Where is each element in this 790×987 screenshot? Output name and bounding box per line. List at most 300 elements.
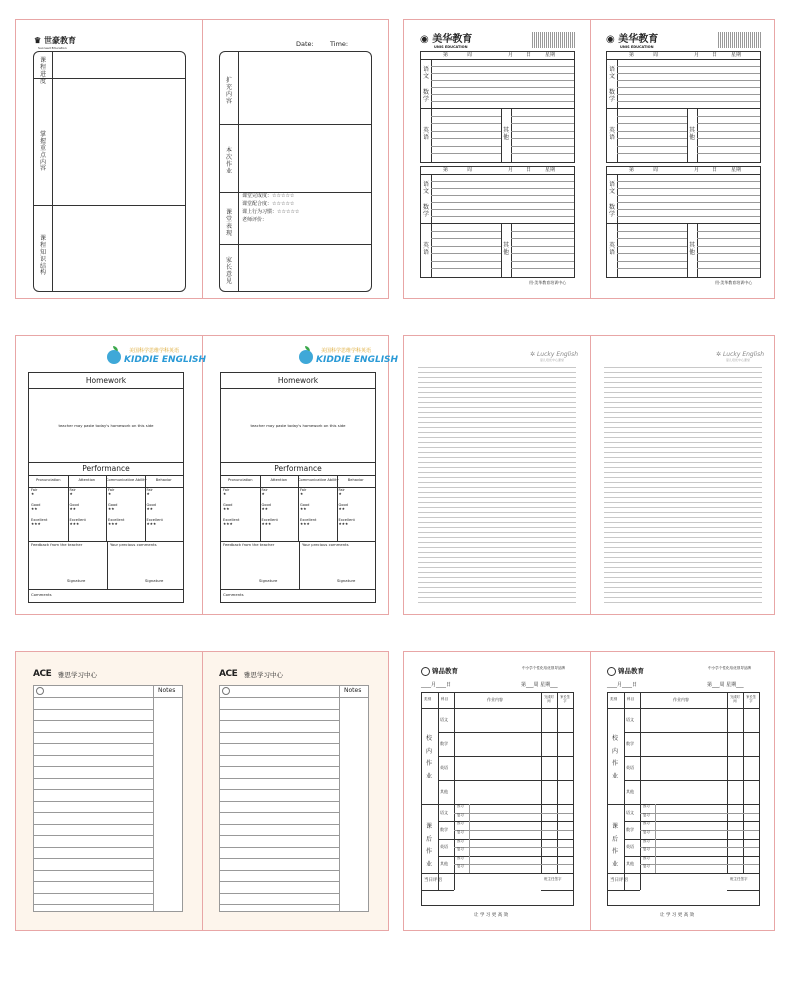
ruled-line — [220, 870, 339, 871]
apple-logo-icon — [107, 350, 121, 364]
jinpin-footer: 让 学 习 更 高 效 — [474, 913, 509, 918]
ruled-line — [604, 442, 762, 443]
ruled-line — [431, 146, 501, 147]
preview-label: 预习 — [457, 855, 464, 860]
after-subject: 其他 — [440, 861, 448, 867]
level-excellent-stars: ★★★ — [223, 522, 233, 526]
sub-row-line — [640, 830, 759, 831]
ruled-line — [604, 487, 762, 488]
performance-column-header: Pronunciation — [35, 478, 61, 482]
jinpin-brand: 锦品教育 — [432, 667, 458, 675]
meihua-page — [590, 20, 776, 300]
teacher-sign-label: 班主任签字 — [544, 877, 562, 881]
level-fair-stars: ★ — [338, 492, 342, 496]
ruled-line — [418, 512, 576, 513]
review-label: 复习 — [457, 829, 464, 834]
row-other: 其他 — [502, 127, 509, 141]
ruled-line — [418, 477, 576, 478]
header-month: 月 — [508, 52, 514, 58]
ruled-line — [604, 567, 762, 568]
level-fair: Fair — [108, 488, 115, 492]
meihua-week-block — [420, 51, 575, 163]
ruled-line — [418, 537, 576, 538]
lucky-page — [404, 336, 590, 616]
ruled-line — [511, 153, 574, 154]
col-subject: 科目 — [627, 697, 635, 701]
sub-row-line — [640, 847, 759, 848]
ace-brand-cn: 雅思学习中心 — [58, 671, 97, 679]
performance-column — [145, 475, 184, 541]
section-knowledge-structure: 课程知识结构 — [39, 235, 46, 277]
sub-row-line — [454, 830, 573, 831]
level-good: Good — [146, 503, 156, 507]
group-school: 校内作业 — [425, 735, 432, 780]
after-subject: 数学 — [440, 826, 448, 832]
level-good-stars: ★★ — [338, 507, 345, 511]
ruled-line — [604, 492, 762, 493]
ace-page — [202, 652, 388, 932]
header-weekday: 星期 — [545, 167, 556, 173]
ruled-line — [34, 824, 153, 825]
ruled-line — [418, 557, 576, 558]
ruled-line — [431, 209, 574, 210]
sub-row-line — [640, 864, 759, 865]
ruled-line — [511, 261, 574, 262]
level-excellent-stars: ★★★ — [261, 522, 272, 526]
qr-code-icon — [718, 32, 762, 48]
crown-icon: ♛ — [34, 35, 42, 45]
ruled-line — [418, 417, 576, 418]
header-month: 月 — [694, 167, 700, 173]
precious-comments-label: Your precious comments — [110, 542, 157, 547]
row-line — [624, 732, 759, 733]
preview-label: 预习 — [457, 804, 464, 808]
ruled-line — [34, 743, 153, 744]
level-fair-stars: ★ — [31, 492, 35, 496]
rating-cooperation: 课堂配合度：☆☆☆☆☆ — [242, 201, 295, 207]
ruled-line — [418, 462, 576, 463]
after-subject: 语文 — [440, 809, 448, 815]
after-subject: 英语 — [440, 844, 448, 850]
ruled-line — [617, 66, 760, 67]
ruled-line — [604, 577, 762, 578]
ruled-line — [604, 547, 762, 548]
ruled-line — [604, 542, 762, 543]
performance-column-header: Communicative Ability — [298, 478, 339, 482]
pre-rev-divider — [469, 804, 470, 873]
ruled-line — [418, 457, 576, 458]
ruled-line — [220, 732, 339, 733]
header-day: 日 — [526, 52, 532, 58]
jinpin-tagline: 中小学个性化培优领导品牌 — [522, 666, 566, 670]
level-good: Good — [108, 503, 118, 507]
section-extension: 扩充内容 — [225, 77, 232, 105]
level-fair-stars: ★ — [146, 492, 150, 496]
lucky-page — [590, 336, 776, 616]
ruled-line — [604, 477, 762, 478]
preview-label: 预习 — [457, 821, 464, 826]
row-chinese: 语文 — [608, 66, 615, 80]
ruled-line — [511, 231, 574, 232]
ruled-line — [220, 858, 339, 859]
ruled-line — [697, 131, 760, 132]
row-math: 数学 — [422, 204, 429, 218]
row-other: 其他 — [502, 242, 509, 256]
ruled-line — [604, 447, 762, 448]
ruled-line — [431, 87, 574, 88]
level-good-stars: ★★ — [146, 507, 153, 511]
ruled-line — [511, 138, 574, 139]
ruled-line — [418, 492, 576, 493]
ruled-line — [604, 482, 762, 483]
ruled-line — [617, 138, 687, 139]
row-chinese: 语文 — [422, 181, 429, 195]
jinpin-footer: 让 学 习 更 高 效 — [660, 913, 695, 918]
ruled-line — [431, 202, 574, 203]
school-subject: 数学 — [626, 741, 634, 746]
ruled-line — [431, 101, 574, 102]
header-week: 周 — [467, 167, 473, 173]
ruled-line — [431, 123, 501, 124]
row-chinese: 语文 — [422, 66, 429, 80]
ruled-line — [604, 452, 762, 453]
jinpin-table — [607, 692, 760, 906]
ruled-line — [604, 532, 762, 533]
col-content: 作业内容 — [487, 697, 503, 702]
level-excellent: Excellent — [300, 518, 317, 522]
row-other: 其他 — [688, 242, 695, 256]
shihao-sub: Succeed Education — [38, 46, 67, 50]
ruled-line — [604, 372, 762, 373]
ruled-line — [431, 73, 574, 74]
col-time: 完成时间 — [730, 695, 740, 703]
ruled-line — [604, 562, 762, 563]
ruled-line — [418, 367, 576, 368]
ruled-line — [604, 407, 762, 408]
row-line — [624, 756, 759, 757]
section-course-progress: 课程进度 — [39, 57, 46, 85]
ruled-line — [418, 577, 576, 578]
review-label: 复习 — [457, 847, 464, 852]
ruled-line — [418, 597, 576, 598]
ace-page — [16, 652, 202, 932]
pre-rev-divider — [655, 804, 656, 873]
signature-label-parent: Signature — [145, 578, 164, 583]
ruled-line — [617, 87, 760, 88]
ruled-line — [418, 487, 576, 488]
school-subject: 英语 — [626, 765, 634, 770]
ruled-line — [431, 116, 501, 117]
kiddie-page — [208, 336, 399, 616]
ruled-line — [697, 123, 760, 124]
ruled-line — [604, 432, 762, 433]
ruled-line — [431, 253, 501, 254]
notes-label: Notes — [158, 687, 176, 694]
swirl-logo-icon: ◉ — [606, 34, 615, 45]
ruled-line — [604, 472, 762, 473]
group-after: 课后作业 — [611, 823, 618, 868]
row-english: 英语 — [608, 242, 615, 256]
ruled-line — [697, 116, 760, 117]
after-subject: 英语 — [626, 844, 634, 850]
kiddie-brand-en: KIDDIE ENGLISH — [124, 355, 207, 365]
ruled-line — [418, 522, 576, 523]
notes-label: Notes — [344, 687, 362, 694]
ruled-line — [617, 238, 687, 239]
jinpin-page — [590, 652, 776, 932]
ruled-line — [604, 587, 762, 588]
performance-title: Performance — [82, 464, 130, 473]
ruled-line — [418, 432, 576, 433]
pencil-icon — [36, 687, 44, 695]
performance-column — [260, 475, 299, 541]
ruled-line — [604, 602, 762, 603]
preview-label: 预习 — [457, 838, 464, 843]
kiddie-brand-en: KIDDIE ENGLISH — [316, 355, 399, 365]
level-good: Good — [300, 503, 310, 507]
comments-label: Comments — [223, 592, 244, 597]
ace-brand-cn: 雅思学习中心 — [244, 671, 283, 679]
performance-column — [106, 475, 145, 541]
date-line: ____月____日 — [607, 682, 638, 688]
ruled-line — [418, 472, 576, 473]
kiddie-sheet — [220, 372, 376, 603]
sub-row-line — [454, 813, 573, 814]
ruled-line — [34, 847, 153, 848]
jinpin-tagline: 中小学个性化培优领导品牌 — [708, 666, 752, 670]
level-good: Good — [69, 503, 79, 507]
ruled-line — [418, 422, 576, 423]
ruled-line — [220, 881, 339, 882]
ruled-line — [697, 238, 760, 239]
ruled-line — [604, 592, 762, 593]
meihua-week-block — [606, 51, 761, 163]
ruled-line — [604, 527, 762, 528]
col-category: 类别 — [424, 697, 432, 701]
ruled-line — [604, 367, 762, 368]
header-week-prefix: 第 — [443, 167, 449, 173]
level-excellent-stars: ★★★ — [146, 522, 157, 526]
ruled-line — [511, 116, 574, 117]
ruled-line — [418, 392, 576, 393]
ruled-line — [697, 268, 760, 269]
level-good: Good — [338, 503, 348, 507]
ace-sheet — [219, 685, 369, 912]
qr-code-icon — [532, 32, 576, 48]
performance-column-header: Communicative Ability — [106, 478, 147, 482]
ruled-line — [418, 402, 576, 403]
ruled-line — [220, 893, 339, 894]
ruled-line — [418, 572, 576, 573]
ruled-line — [697, 146, 760, 147]
row-english: 英语 — [608, 127, 615, 141]
rating-completion: 课堂完成度：☆☆☆☆☆ — [242, 193, 295, 199]
ruled-line — [418, 592, 576, 593]
ruled-line — [220, 766, 339, 767]
swirl-logo-icon: ◉ — [420, 34, 429, 45]
ruled-line — [34, 801, 153, 802]
meihua-logo: ◉ 美华教育 — [606, 34, 659, 45]
group-school: 校内作业 — [611, 735, 618, 780]
shihao-left-table — [33, 51, 186, 292]
lucky-sub: 爱儿培优中心课堂 — [726, 358, 751, 362]
apple-logo-icon — [299, 350, 313, 364]
ruled-line — [511, 238, 574, 239]
ruled-line — [418, 587, 576, 588]
ruled-line — [604, 437, 762, 438]
ruled-line — [604, 512, 762, 513]
teacher-sign-label: 班主任签字 — [730, 877, 748, 881]
ruled-line — [418, 517, 576, 518]
ruled-line — [617, 246, 687, 247]
ruled-line — [604, 422, 762, 423]
review-label: 复习 — [643, 829, 650, 834]
ruled-line — [431, 195, 574, 196]
ruled-line — [220, 778, 339, 779]
ruled-line — [604, 377, 762, 378]
ruled-line — [431, 261, 501, 262]
ruled-line — [604, 497, 762, 498]
ruled-line — [34, 755, 153, 756]
ruled-line — [418, 527, 576, 528]
ruled-line — [604, 412, 762, 413]
level-excellent: Excellent — [223, 518, 240, 522]
level-good-stars: ★★ — [223, 507, 230, 511]
ruled-line — [34, 789, 153, 790]
performance-column — [29, 475, 68, 541]
ruled-line — [220, 743, 339, 744]
feedback-teacher-label: Feedback from the teacher — [31, 542, 83, 547]
level-good-stars: ★★ — [31, 507, 38, 511]
performance-column-header: Attention — [78, 478, 96, 482]
level-fair-stars: ★ — [69, 492, 73, 496]
ruled-line — [604, 392, 762, 393]
section-parent-opinion: 家长意见 — [225, 257, 232, 285]
ruled-line — [511, 123, 574, 124]
preview-label: 预习 — [643, 804, 650, 808]
kiddie-page — [16, 336, 207, 616]
jinpin-page — [404, 652, 590, 932]
spread-kiddie — [15, 335, 399, 615]
ruled-line — [431, 231, 501, 232]
school-subject: 英语 — [440, 765, 448, 770]
meihua-logo: ◉ 美华教育 — [420, 34, 473, 45]
level-good: Good — [223, 503, 233, 507]
ruled-line — [431, 66, 574, 67]
col-parent-sign: 家长签字 — [560, 695, 570, 703]
homework-title: Homework — [277, 376, 319, 385]
ruled-line — [418, 502, 576, 503]
date-line: ____月____日 — [421, 682, 452, 688]
date-label: Date: — [296, 40, 314, 48]
ruled-line — [511, 253, 574, 254]
ruled-line — [431, 268, 501, 269]
row-other: 其他 — [688, 127, 695, 141]
ace-logo: ACE — [33, 669, 52, 679]
ruled-line — [604, 502, 762, 503]
ruled-line — [604, 522, 762, 523]
preview-label: 预习 — [643, 838, 650, 843]
ruled-line — [34, 881, 153, 882]
ruled-line — [511, 268, 574, 269]
header-line — [34, 697, 182, 698]
signature-label-teacher: Signature — [259, 578, 278, 583]
ruled-line — [617, 94, 760, 95]
meihua-week-block — [420, 166, 575, 278]
performance-title: Performance — [274, 464, 322, 473]
ruled-line — [697, 153, 760, 154]
school-subject: 语文 — [440, 717, 448, 722]
ruled-line — [617, 146, 687, 147]
level-fair: Fair — [223, 488, 230, 492]
ruled-line — [34, 835, 153, 836]
school-subject: 其他 — [626, 789, 634, 794]
spread-meihua — [403, 19, 775, 299]
ruled-line — [604, 397, 762, 398]
review-label: 复习 — [643, 812, 650, 817]
level-fair: Fair — [31, 488, 38, 492]
ruled-line — [418, 542, 576, 543]
header-month: 月 — [694, 52, 700, 58]
header-line — [220, 697, 368, 698]
ruled-line — [418, 532, 576, 533]
ruled-line — [604, 387, 762, 388]
row-line — [438, 780, 573, 781]
ruled-line — [617, 188, 760, 189]
rating-behavior: 课上行为习惯：☆☆☆☆☆ — [242, 209, 300, 215]
ruled-line — [604, 582, 762, 583]
ruled-line — [604, 462, 762, 463]
ruled-line — [617, 209, 760, 210]
ruled-line — [34, 766, 153, 767]
jinpin-brand: 锦品教育 — [618, 667, 644, 675]
level-excellent-stars: ★★★ — [108, 522, 118, 526]
ruled-line — [431, 131, 501, 132]
col-parent-sign: 家长签字 — [746, 695, 756, 703]
jinpin-table — [421, 692, 574, 906]
after-subject: 其他 — [626, 861, 634, 867]
header-week: 周 — [653, 167, 659, 173]
col-content: 作业内容 — [673, 697, 689, 702]
ruled-line — [220, 789, 339, 790]
ruled-line — [431, 153, 501, 154]
header-day: 日 — [712, 167, 718, 173]
level-fair: Fair — [300, 488, 307, 492]
ruled-line — [418, 412, 576, 413]
ruled-line — [431, 80, 574, 81]
ruled-line — [418, 507, 576, 508]
ruled-line — [697, 246, 760, 247]
ruled-line — [617, 153, 687, 154]
level-excellent-stars: ★★★ — [338, 522, 349, 526]
section-key-content: 掌握重点内容 — [39, 131, 46, 173]
ruled-line — [604, 417, 762, 418]
meihua-sub: UNIS EDUCATION — [434, 45, 468, 49]
level-good-stars: ★★ — [300, 507, 307, 511]
header-week-prefix: 第 — [629, 167, 635, 173]
teacher-evaluation: 老师评价： — [242, 217, 268, 223]
level-excellent: Excellent — [69, 518, 86, 522]
ruled-line — [511, 146, 574, 147]
ruled-line — [34, 893, 153, 894]
ruled-line — [617, 202, 760, 203]
after-subject: 语文 — [626, 809, 634, 815]
ruled-line — [431, 94, 574, 95]
ruled-line — [604, 467, 762, 468]
ruled-line — [617, 216, 760, 217]
performance-column — [221, 475, 260, 541]
col-time: 完成时间 — [544, 695, 554, 703]
